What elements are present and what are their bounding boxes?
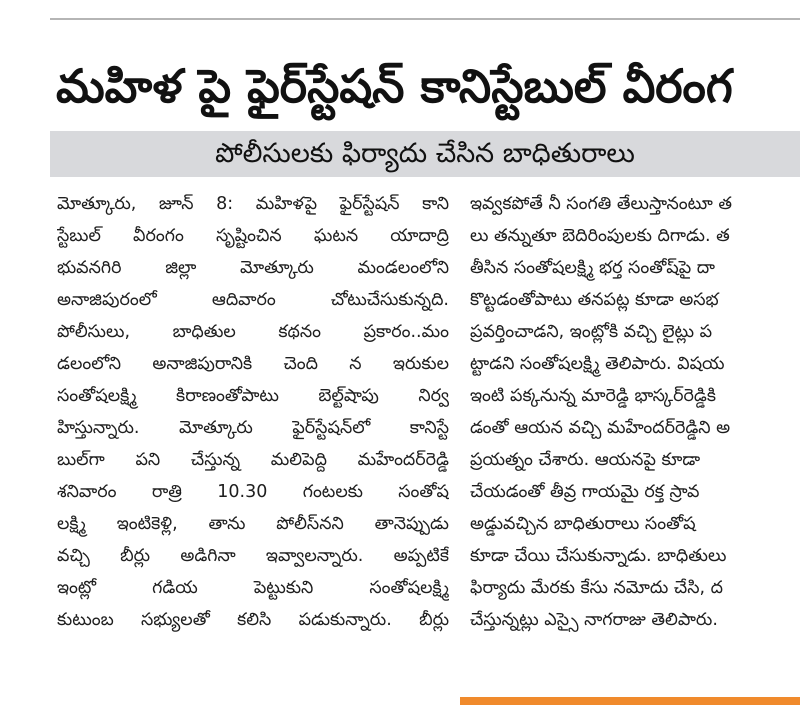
body-line: ఫిర్యాదు మేరకు కేసు నమోదు చేసి, ద [470,578,723,598]
body-line: సంతోషలక్ష్మి కిరాణంతోపాటు బెల్ట్‌షాపు నిర్వ [57,386,449,406]
accent-bar [460,697,800,705]
body-line: లు తన్నుతూ బెదిరింపులకు దిగాడు. త [470,226,730,246]
subheadline: పోలీసులకు ఫిర్యాదు చేసిన బాధితురాలు [215,138,635,169]
body-line: హిస్తున్నారు. మోత్కూరు ఫైర్‌స్టేషన్‌లో కానిస్టే [57,418,449,438]
article-column-left [57,188,449,636]
body-line: డంతో ఆయన వచ్చి మహేందర్‌రెడ్డిని అ [470,418,731,438]
body-line: ఇవ్వకపోతే నీ సంగతి తేలుస్తానంటూ త [470,194,733,214]
body-line: కూడా చేయి చేసుకున్నాడు. బాధితులు [470,546,727,566]
body-line: లక్ష్మి ఇంటికెళ్లి, తాను పోలీస్‌నని తానెప్పుడు [57,514,449,534]
article-column-right [470,188,800,636]
body-line: పోలీసులు, బాధితుల కథనం ప్రకారం..మం [57,322,449,342]
body-line: మోత్కూరు, జూన్ 8: మహిళపై ఫైర్‌స్టేషన్ కాని [57,194,449,214]
body-line: భువనగిరి జిల్లా మోత్కూరు మండలంలోని [57,258,449,278]
body-line: అనాజిపురంలో ఆదివారం చోటుచేసుకున్నది. [57,290,449,310]
body-line: కుటుంబ సభ్యులతో కలిసి పడుకున్నారు. బీర్లు [57,610,449,630]
headline: మహిళ పై ఫైర్‌స్టేషన్ కానిస్టేబుల్ వీరంగ [56,59,733,113]
body-line: తీసిన సంతోషలక్ష్మి భర్త సంతోష్‌పై దా [470,258,715,278]
body-line: ప్రయత్నం చేశారు. ఆయనపై కూడా [470,450,701,470]
body-line: ఇంటి పక్కనున్న మారెడ్డి భాస్కర్‌రెడ్డికి [470,386,716,406]
body-line: అడ్డువచ్చిన బాధితురాలు సంతోష [470,514,696,534]
body-line: కొట్టడంతోపాటు తనపట్ల కూడా అసభ [470,290,719,310]
body-line: వచ్చి బీర్లు అడిగినా ఇవ్వాలన్నారు. అప్పటికే [57,546,449,566]
body-line: ఇంట్లో గడియ పెట్టుకుని సంతోషలక్ష్మి [57,578,449,598]
body-line: ట్టాడని సంతోషలక్ష్మి తెలిపారు. విషయ [470,354,725,374]
body-line: బుల్‌గా పని చేస్తున్న మలిపెద్ది మహేందర్‌రెడ్డి [57,450,449,470]
body-line: శనివారం రాత్రి 10.30 గంటలకు సంతోష [57,482,449,502]
body-line: చేస్తున్నట్లు ఎస్సై నాగరాజు తెలిపారు. [470,610,718,630]
body-line: ప్రవర్తించాడని, ఇంట్లోకి వచ్చి లైట్లు ప [470,322,713,342]
top-divider [50,18,800,20]
body-line: చేయడంతో తీవ్ర గాయమై రక్త స్రావ [470,482,700,502]
body-line: డలంలోని అనాజిపురానికి చెంది న ఇరుకుల [57,354,449,374]
body-line: స్టేబుల్ వీరంగం సృష్టించిన ఘటన యాదాద్రి [57,226,449,246]
